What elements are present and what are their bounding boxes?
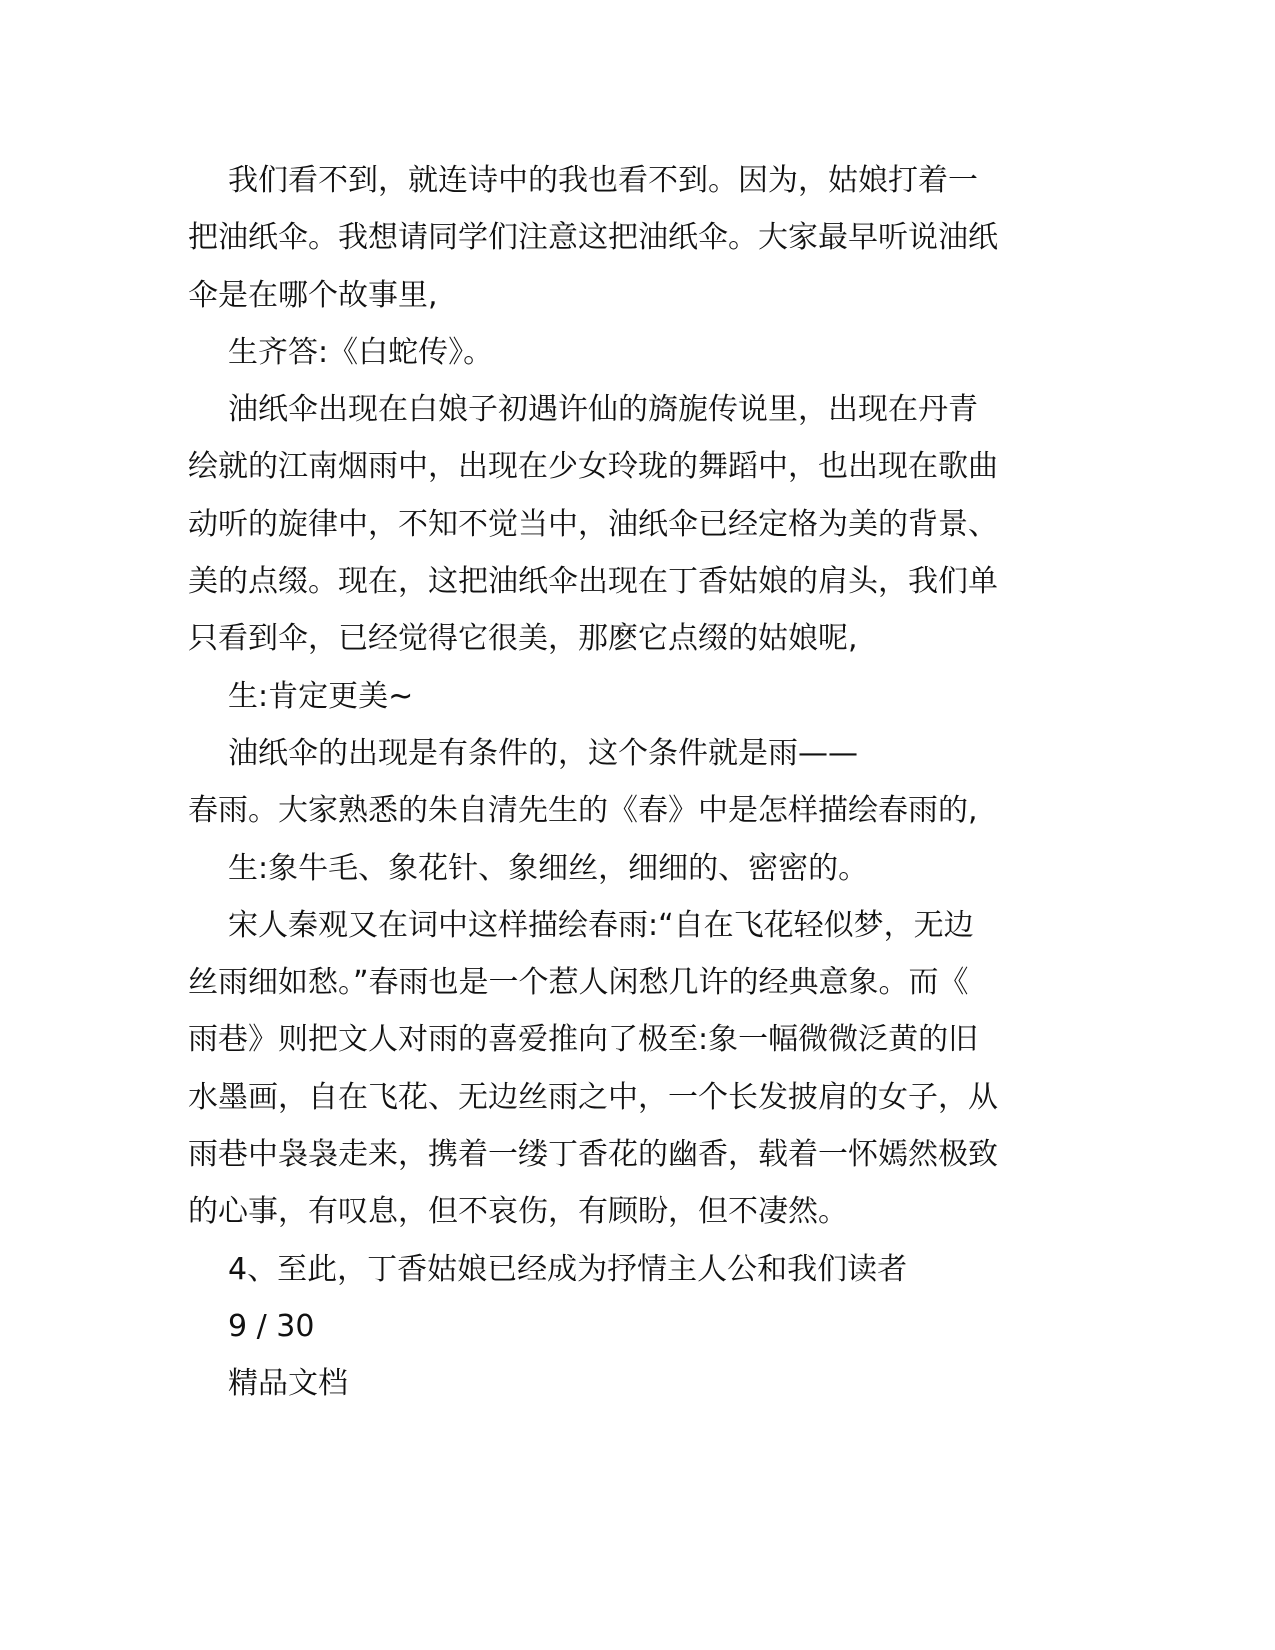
paragraph-5: 油纸伞的出现是有条件的，这个条件就是雨—— 春雨。大家熟悉的朱自清先生的《春》中是怎样描绘春雨的, <box>188 735 978 829</box>
document-body <box>188 152 1088 1413</box>
paragraph-8: 4、至此，丁香姑娘已经成为抒情主人公和我们读者 <box>228 1251 908 1287</box>
paragraph-4: 生:肯定更美~ <box>228 678 414 714</box>
page-number: 9 / 30 <box>228 1308 315 1344</box>
footer-label: 精品文档 <box>228 1366 348 1402</box>
paragraph-2: 生齐答:《白蛇传》。 <box>228 334 494 370</box>
paragraph-1: 我们看不到，就连诗中的我也看不到。因为，姑娘打着一 把油纸伞。我想请同学们注意这把油纸伞。大家最早听说油纸 伞是在哪个故事里, <box>188 163 998 313</box>
paragraph-3: 油纸伞出现在白娘子初遇许仙的旖旎传说里，出现在丹青 绘就的江南烟雨中，出现在少女玲珑的舞蹈中，也出现在歌曲 动听的旋律中，不知不觉当中，油纸伞已经定格为美的背景、 美的点缀。现在，这把油纸伞出现在丁香姑娘的肩头，我们单 只看到伞，已经觉得它很美，那麽它点缀的姑娘呢, <box>188 392 998 657</box>
paragraph-6: 生:象牛毛、象花针、象细丝，细细的、密密的。 <box>228 850 869 886</box>
paragraph-7: 宋人秦观又在词中这样描绘春雨:“自在飞花轻似梦，无边 丝雨细如愁。”春雨也是一个惹人闲愁几许的经典意象。而《 雨巷》则把文人对雨的喜爱推向了极至:象一幅微微泛黄的旧 水墨画，自在飞花、无边丝雨之中，一个长发披肩的女子，从 雨巷中袅袅走来，携着一缕丁香花的幽香，载着一怀嫣然极致 的心事，有叹息，但不哀伤，有顾盼，但不凄然。 <box>188 907 998 1230</box>
